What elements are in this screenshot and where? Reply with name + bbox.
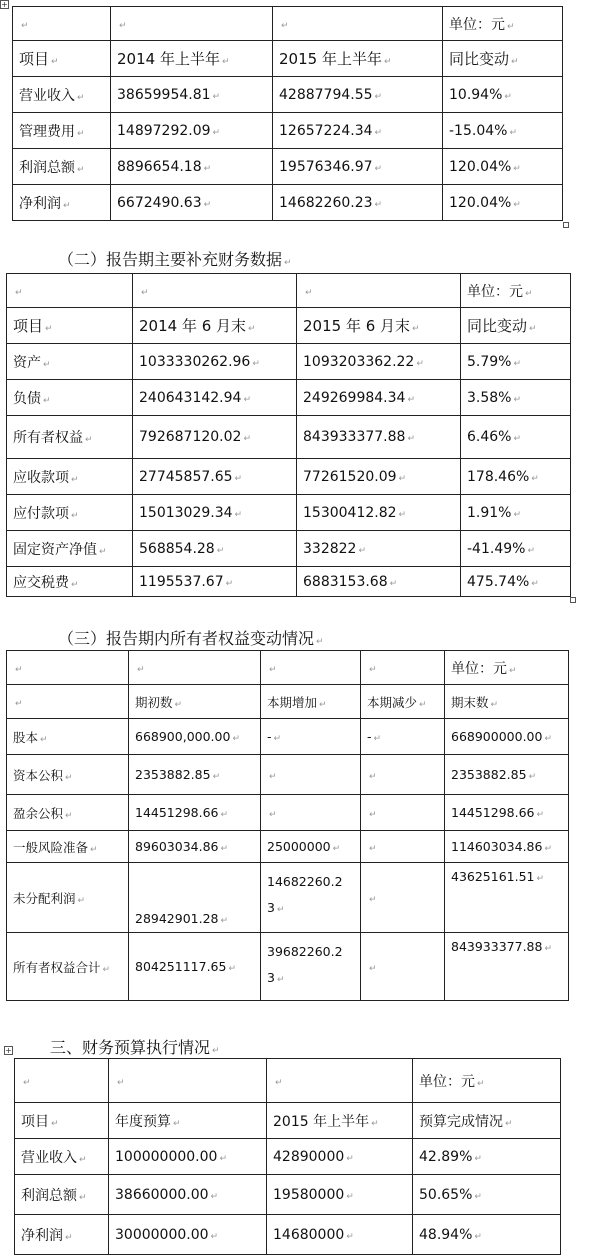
column-header[interactable]: 同比变动 ↵ xyxy=(461,308,571,344)
table-header-row xyxy=(7,685,569,719)
table-row xyxy=(7,274,571,308)
row-label[interactable]: 一般风险准备 ↵ xyxy=(7,831,129,863)
table-cell[interactable]: 6672490.63 ↵ xyxy=(111,185,273,221)
table-row xyxy=(7,459,571,495)
table-cell[interactable]: 120.04% ↵ xyxy=(443,149,563,185)
table-row xyxy=(7,344,571,380)
section-heading: （二）报告期主要补充财务数据 ↵ xyxy=(58,250,292,269)
table-cell[interactable]: 14897292.09 ↵ xyxy=(111,113,273,149)
table-row xyxy=(13,77,563,113)
table-row xyxy=(13,149,563,185)
table-cell[interactable]: 843933377.88 ↵ xyxy=(297,416,461,459)
table-row xyxy=(7,416,571,459)
table-cell[interactable]: ↵ xyxy=(13,7,111,41)
table-cell[interactable]: ↵ xyxy=(261,795,361,831)
table-cell[interactable]: 668900,000.00 ↵ xyxy=(129,719,261,755)
table-cell[interactable]: ↵ xyxy=(133,274,297,308)
row-label[interactable]: 所有者权益合计 ↵ xyxy=(7,933,129,1001)
table-cell[interactable]: ↵ xyxy=(297,274,461,308)
table-cell[interactable]: ↵ xyxy=(109,1059,267,1103)
table-cell[interactable]: 42890000 ↵ xyxy=(267,1139,413,1175)
row-label[interactable]: 负债 ↵ xyxy=(7,380,133,416)
table-supplementary-financial-data xyxy=(6,273,571,597)
column-header[interactable]: 项目 ↵ xyxy=(7,308,133,344)
table-cell[interactable]: 804251117.65 ↵ xyxy=(129,933,261,1001)
table-cell[interactable]: 10.94% ↵ xyxy=(443,77,563,113)
table-row xyxy=(15,1215,561,1255)
table-cell[interactable]: ↵ xyxy=(273,7,443,41)
table-row xyxy=(13,185,563,221)
table-header-row xyxy=(7,308,571,344)
column-header[interactable]: 预算完成情况 ↵ xyxy=(413,1103,561,1139)
table-cell[interactable]: ↵ xyxy=(361,831,445,863)
table-budget-execution xyxy=(14,1058,561,1255)
table-cell[interactable]: 843933377.88 ↵ xyxy=(445,933,569,1001)
table-cell[interactable]: 14682260.2 3 ↵ xyxy=(261,863,361,933)
table-cell[interactable]: 240643142.94 ↵ xyxy=(133,380,297,416)
table-row xyxy=(7,831,569,863)
table-header-row xyxy=(13,41,563,77)
row-label[interactable]: 盈余公积 ↵ xyxy=(7,795,129,831)
table-cell[interactable]: ↵ xyxy=(261,755,361,795)
table-cell[interactable]: ↵ xyxy=(129,651,261,685)
table-row xyxy=(7,755,569,795)
table-cell[interactable]: 50.65% ↵ xyxy=(413,1175,561,1215)
table-cell[interactable]: 1195537.67 ↵ xyxy=(133,567,297,597)
column-header[interactable]: 项目 ↵ xyxy=(13,41,111,77)
table-cell[interactable]: ↵ xyxy=(361,795,445,831)
table-cell[interactable]: 15300412.82 ↵ xyxy=(297,495,461,531)
table-cell[interactable]: 27745857.65 ↵ xyxy=(133,459,297,495)
unit-label[interactable]: 单位：元 ↵ xyxy=(445,651,569,685)
table-cell[interactable]: 15013029.34 ↵ xyxy=(133,495,297,531)
table-move-handle-icon[interactable]: + xyxy=(5,1046,12,1055)
row-label[interactable]: 管理费用 ↵ xyxy=(13,113,111,149)
row-label[interactable]: 利润总额 ↵ xyxy=(15,1175,109,1215)
table-row xyxy=(7,933,569,1001)
column-header[interactable]: 项目 ↵ xyxy=(15,1103,109,1139)
table-resize-handle-icon[interactable] xyxy=(570,597,576,603)
table-cell[interactable]: ↵ xyxy=(361,863,445,933)
table-cell[interactable]: 43625161.51 ↵ xyxy=(445,863,569,933)
table-cell[interactable]: 6.46% ↵ xyxy=(461,416,571,459)
row-label[interactable]: 应付款项 ↵ xyxy=(7,495,133,531)
table-cell[interactable]: 178.46% ↵ xyxy=(461,459,571,495)
table-cell[interactable]: ↵ xyxy=(361,933,445,1001)
column-header[interactable]: 期末数 ↵ xyxy=(445,685,569,719)
table-cell[interactable]: 114603034.86 ↵ xyxy=(445,831,569,863)
table-cell[interactable]: 3.58% ↵ xyxy=(461,380,571,416)
table-cell[interactable]: 475.74% ↵ xyxy=(461,567,571,597)
table-cell[interactable]: ↵ xyxy=(15,1059,109,1103)
table-cell[interactable]: ↵ xyxy=(361,651,445,685)
table-half-year-results xyxy=(12,6,563,221)
table-header-row xyxy=(15,1103,561,1139)
column-header[interactable]: 2015 年 6 月末 ↵ xyxy=(297,308,461,344)
row-label[interactable]: 利润总额 ↵ xyxy=(13,149,111,185)
table-row xyxy=(15,1175,561,1215)
column-header[interactable]: 期初数 ↵ xyxy=(129,685,261,719)
column-header[interactable]: 2015 年上半年 ↵ xyxy=(273,41,443,77)
table-cell[interactable]: 792687120.02 ↵ xyxy=(133,416,297,459)
table-equity-changes xyxy=(6,650,569,1001)
table-cell[interactable]: 668900000.00 ↵ xyxy=(445,719,569,755)
table-row xyxy=(7,567,571,597)
row-label[interactable]: 资本公积 ↵ xyxy=(7,755,129,795)
table-cell[interactable]: 19576346.97 ↵ xyxy=(273,149,443,185)
table-cell[interactable]: 42.89% ↵ xyxy=(413,1139,561,1175)
table-cell[interactable]: ↵ xyxy=(111,7,273,41)
table-cell[interactable]: - ↵ xyxy=(361,719,445,755)
table-cell[interactable]: ↵ xyxy=(361,755,445,795)
table-row xyxy=(15,1139,561,1175)
row-label[interactable]: 资产 ↵ xyxy=(7,344,133,380)
table-cell[interactable]: 120.04% ↵ xyxy=(443,185,563,221)
table-row xyxy=(13,113,563,149)
column-header[interactable]: ↵ xyxy=(7,685,129,719)
table-cell[interactable]: 38659954.81 ↵ xyxy=(111,77,273,113)
table-cell[interactable]: - ↵ xyxy=(261,719,361,755)
table-cell[interactable]: 5.79% ↵ xyxy=(461,344,571,380)
table-cell[interactable]: ↵ xyxy=(261,651,361,685)
table-cell[interactable]: 568854.28 ↵ xyxy=(133,531,297,567)
section-heading: 三、财务预算执行情况 ↵ xyxy=(50,1038,220,1057)
table-cell[interactable]: 8896654.18 ↵ xyxy=(111,149,273,185)
table-cell[interactable]: 2353882.85 ↵ xyxy=(445,755,569,795)
table-cell[interactable]: 77261520.09 ↵ xyxy=(297,459,461,495)
row-label[interactable]: 净利润 ↵ xyxy=(15,1215,109,1255)
row-label[interactable]: 股本 ↵ xyxy=(7,719,129,755)
table-cell[interactable]: 48.94% ↵ xyxy=(413,1215,561,1255)
row-label[interactable]: 应交税费 ↵ xyxy=(7,567,133,597)
row-label[interactable]: 固定资产净值 ↵ xyxy=(7,531,133,567)
table-cell[interactable]: 42887794.55 ↵ xyxy=(273,77,443,113)
row-label[interactable]: 未分配利润 ↵ xyxy=(7,863,129,933)
table-cell[interactable]: 12657224.34 ↵ xyxy=(273,113,443,149)
table-cell[interactable]: 1033330262.96 ↵ xyxy=(133,344,297,380)
table-cell[interactable]: 38660000.00 ↵ xyxy=(109,1175,267,1215)
table-cell[interactable]: 100000000.00 ↵ xyxy=(109,1139,267,1175)
column-header[interactable]: 年度预算 ↵ xyxy=(109,1103,267,1139)
table-row xyxy=(7,795,569,831)
table-row xyxy=(15,1059,561,1103)
table-cell[interactable]: ↵ xyxy=(7,274,133,308)
table-cell[interactable]: 30000000.00 ↵ xyxy=(109,1215,267,1255)
unit-label[interactable]: 单位：元 ↵ xyxy=(461,274,571,308)
table-cell[interactable]: 89603034.86 ↵ xyxy=(129,831,261,863)
table-cell[interactable]: 1093203362.22 ↵ xyxy=(297,344,461,380)
table-row xyxy=(13,7,563,41)
table-row xyxy=(7,651,569,685)
table-row xyxy=(7,495,571,531)
table-move-handle-icon[interactable]: + xyxy=(1,0,8,9)
table-cell[interactable]: 28942901.28 ↵ xyxy=(129,863,261,933)
row-label[interactable]: 营业收入 ↵ xyxy=(13,77,111,113)
table-cell[interactable]: 6883153.68 ↵ xyxy=(297,567,461,597)
table-cell[interactable]: 332822 ↵ xyxy=(297,531,461,567)
row-label[interactable]: 应收款项 ↵ xyxy=(7,459,133,495)
row-label[interactable]: 净利润 ↵ xyxy=(13,185,111,221)
table-row xyxy=(7,531,571,567)
table-cell[interactable]: -15.04% ↵ xyxy=(443,113,563,149)
row-label[interactable]: 所有者权益 ↵ xyxy=(7,416,133,459)
table-cell[interactable]: 1.91% ↵ xyxy=(461,495,571,531)
table-cell[interactable]: ↵ xyxy=(7,651,129,685)
table-cell[interactable]: 249269984.34 ↵ xyxy=(297,380,461,416)
table-cell[interactable]: 25000000 ↵ xyxy=(261,831,361,863)
table-cell[interactable]: 14680000 ↵ xyxy=(267,1215,413,1255)
table-cell[interactable]: 14451298.66 ↵ xyxy=(129,795,261,831)
column-header[interactable]: 本期增加 ↵ xyxy=(261,685,361,719)
row-label[interactable]: 营业收入 ↵ xyxy=(15,1139,109,1175)
column-header[interactable]: 2014 年 6 月末 ↵ xyxy=(133,308,297,344)
table-cell[interactable]: 14682260.23 ↵ xyxy=(273,185,443,221)
table-cell[interactable]: 19580000 ↵ xyxy=(267,1175,413,1215)
table-cell[interactable]: 39682260.2 3 ↵ xyxy=(261,933,361,1001)
table-cell[interactable]: 14451298.66 ↵ xyxy=(445,795,569,831)
table-resize-handle-icon[interactable] xyxy=(563,222,569,228)
column-header[interactable]: 同比变动 ↵ xyxy=(443,41,563,77)
column-header[interactable]: 2015 年上半年 ↵ xyxy=(267,1103,413,1139)
unit-label[interactable]: 单位：元 ↵ xyxy=(413,1059,561,1103)
section-heading: （三）报告期内所有者权益变动情况 ↵ xyxy=(58,629,324,648)
column-header[interactable]: 本期减少 ↵ xyxy=(361,685,445,719)
column-header[interactable]: 2014 年上半年 ↵ xyxy=(111,41,273,77)
table-cell[interactable]: -41.49% ↵ xyxy=(461,531,571,567)
table-row xyxy=(7,380,571,416)
table-row xyxy=(7,719,569,755)
table-row xyxy=(7,863,569,933)
table-cell[interactable]: 2353882.85 ↵ xyxy=(129,755,261,795)
table-cell[interactable]: ↵ xyxy=(267,1059,413,1103)
unit-label[interactable]: 单位：元 ↵ xyxy=(443,7,563,41)
